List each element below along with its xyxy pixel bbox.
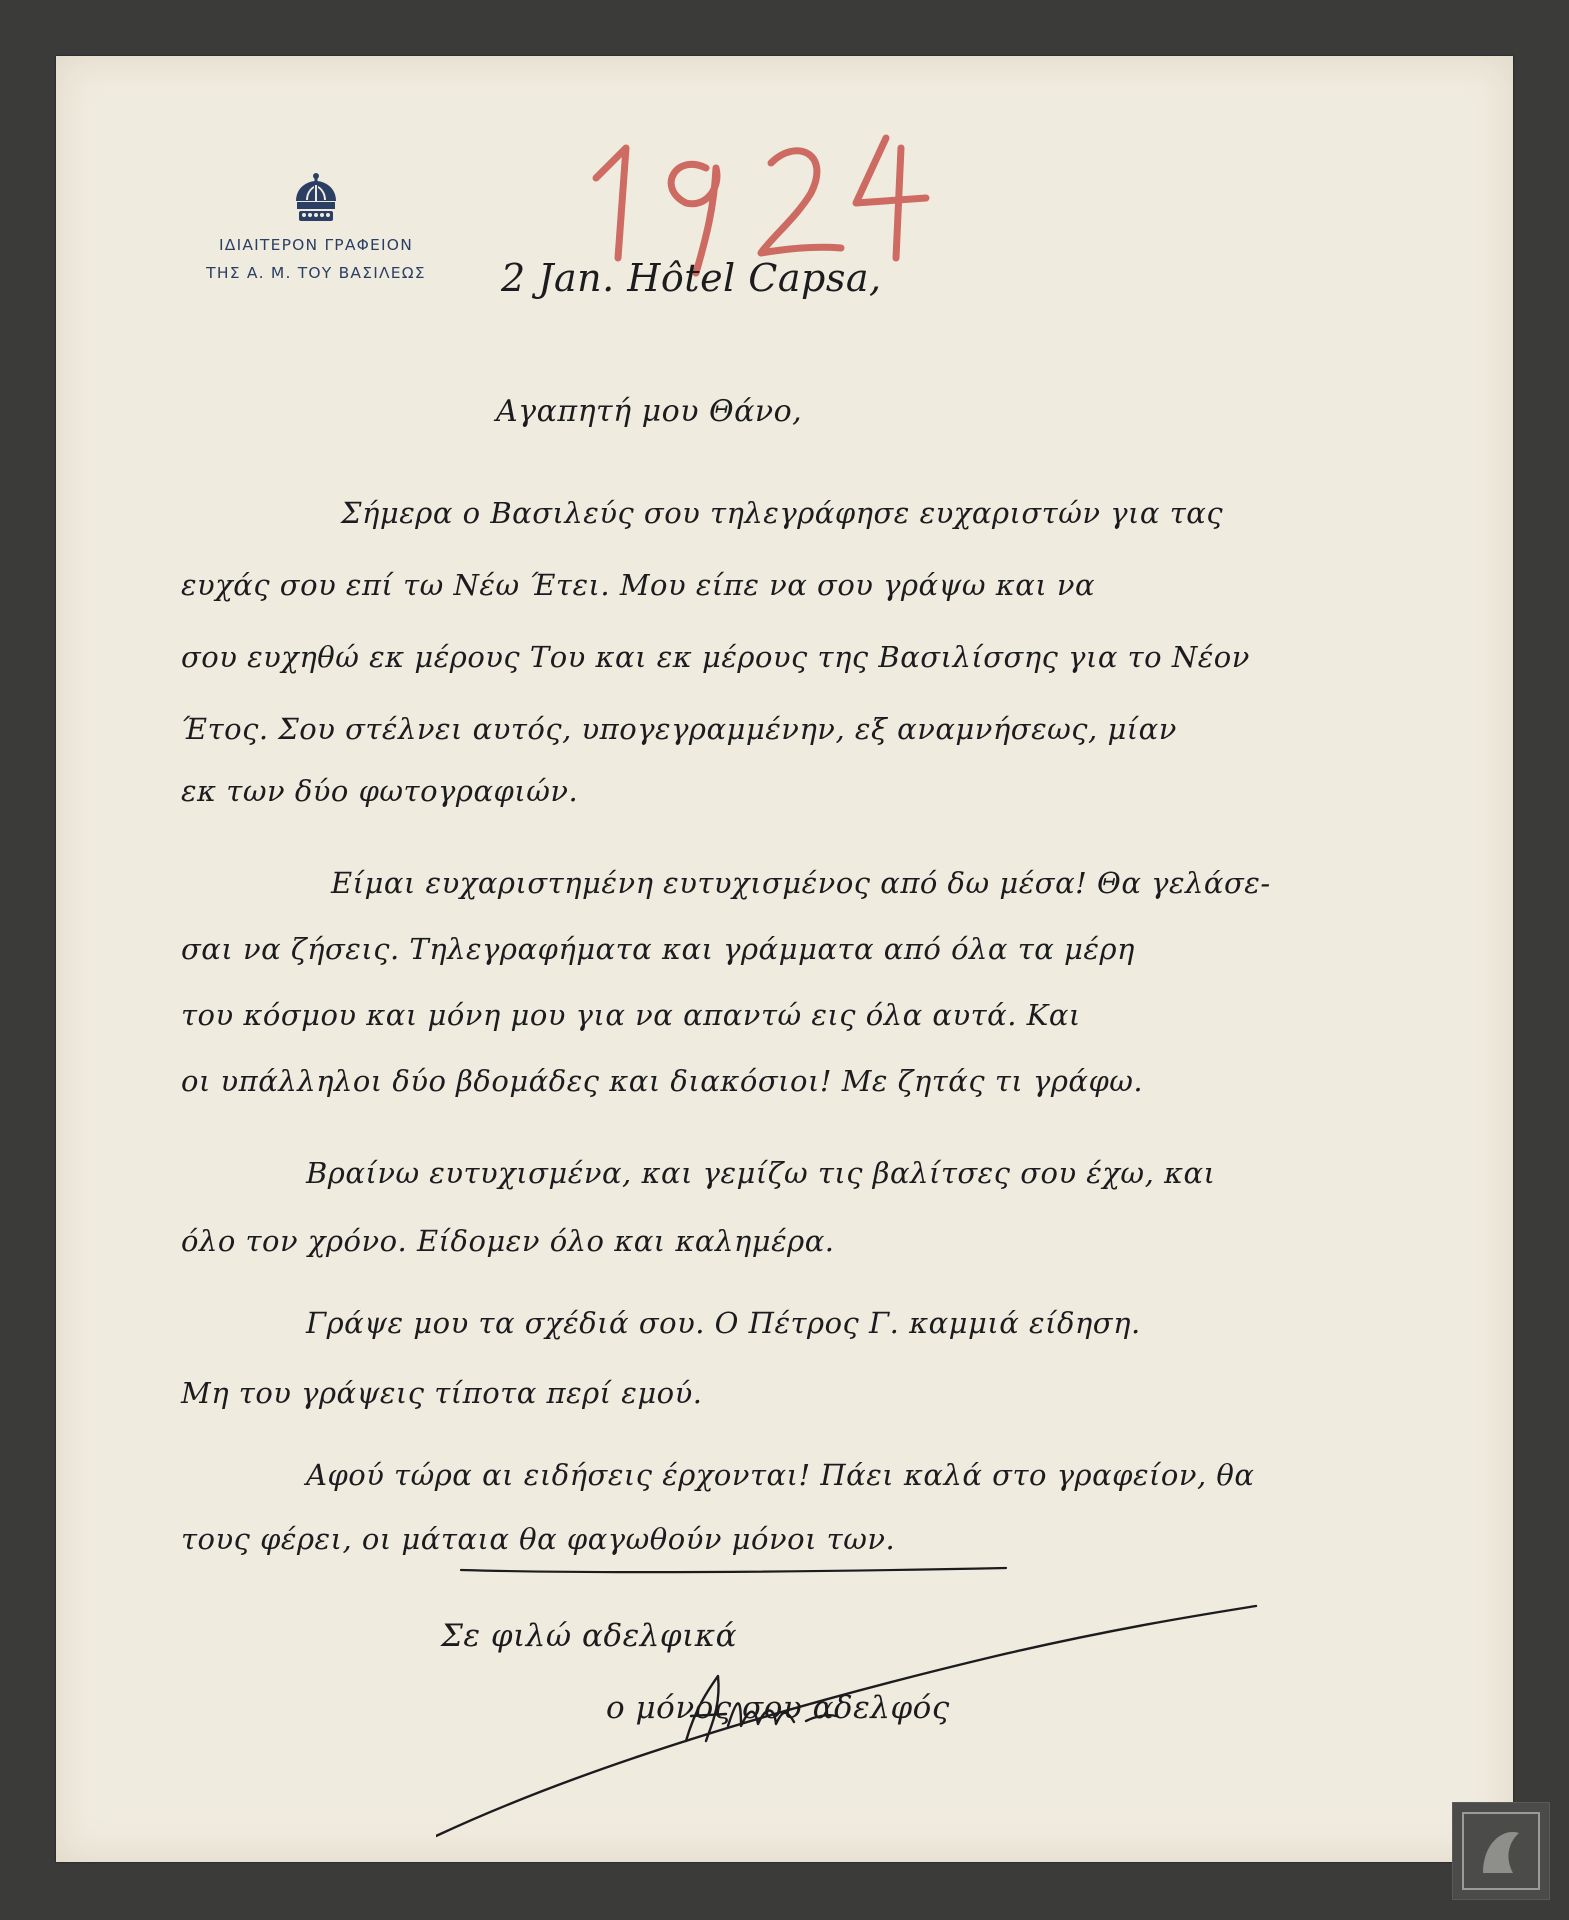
- letter-line: τους φέρει, οι μάταια θα φαγωθούν μόνοι των.: [181, 1522, 896, 1556]
- letter-line: εκ των δύο φωτογραφιών.: [181, 774, 579, 808]
- salutation: Αγαπητή μου Θάνο,: [496, 394, 803, 429]
- letter-line: όλο τον χρόνο. Είδομεν όλο και καλημέρα.: [181, 1224, 835, 1258]
- closing-line-2: ο μόνος σου αδελφός: [606, 1690, 950, 1726]
- letterhead-line-1: ΙΔΙΑΙΤΕΡΟΝ ΓΡΑΦΕΙΟΝ: [219, 236, 413, 254]
- letterhead: [156, 171, 476, 287]
- letter-line: Μη του γράψεις τίποτα περί εμού.: [181, 1376, 703, 1410]
- crown-icon: [290, 171, 342, 227]
- letter-line: του κόσμου και μόνη μου για να απαντώ εις όλα αυτά. Και: [181, 998, 1081, 1032]
- letter-line: Αφού τώρα αι ειδήσεις έρχονται! Πάει καλά στο γραφείον, θα: [306, 1458, 1255, 1492]
- letter-line: οι υπάλληλοι δύο βδομάδες και διακόσιοι! Με ζητάς τι γράφω.: [181, 1064, 1144, 1098]
- signature: [436, 1576, 1296, 1846]
- letter-heading-date-place: 2 Jan. Hôtel Capsa,: [501, 256, 882, 300]
- letter-line: σαι να ζήσεις. Τηλεγραφήματα και γράμματα από όλα τα μέρη: [181, 932, 1135, 966]
- letter-line: Έτος. Σου στέλνει αυτός, υπογεγραμμένην, εξ αναμνήσεως, μίαν: [181, 712, 1177, 746]
- archive-stamp: [1452, 1802, 1550, 1900]
- letter-line: σου ευχηθώ εκ μέρους Του και εκ μέρους της Βασιλίσσης για το Νέον: [181, 640, 1250, 674]
- letterhead-line-2: ΤΗΣ Α. Μ. ΤΟΥ ΒΑΣΙΛΕΩΣ: [206, 264, 426, 282]
- letter-line: Βραίνω ευτυχισμένα, και γεμίζω τις βαλίτσες σου έχω, και: [306, 1156, 1216, 1190]
- letter-line: Σήμερα ο Βασιλεύς σου τηλεγράφησε ευχαριστών για τας: [341, 496, 1224, 530]
- letter-line: Είμαι ευχαριστημένη ευτυχισμένος από δω μέσα! Θα γελάσε-: [331, 866, 1271, 900]
- letter-line: Γράψε μου τα σχέδιά σου. Ο Πέτρος Γ. καμμιά είδηση.: [306, 1306, 1141, 1340]
- letter-line: ευχάς σου επί τω Νέω Έτει. Μου είπε να σου γράψω και να: [181, 568, 1096, 602]
- letter-paper: [56, 56, 1513, 1862]
- closing-line-1: Σε φιλώ αδελφικά: [441, 1618, 738, 1654]
